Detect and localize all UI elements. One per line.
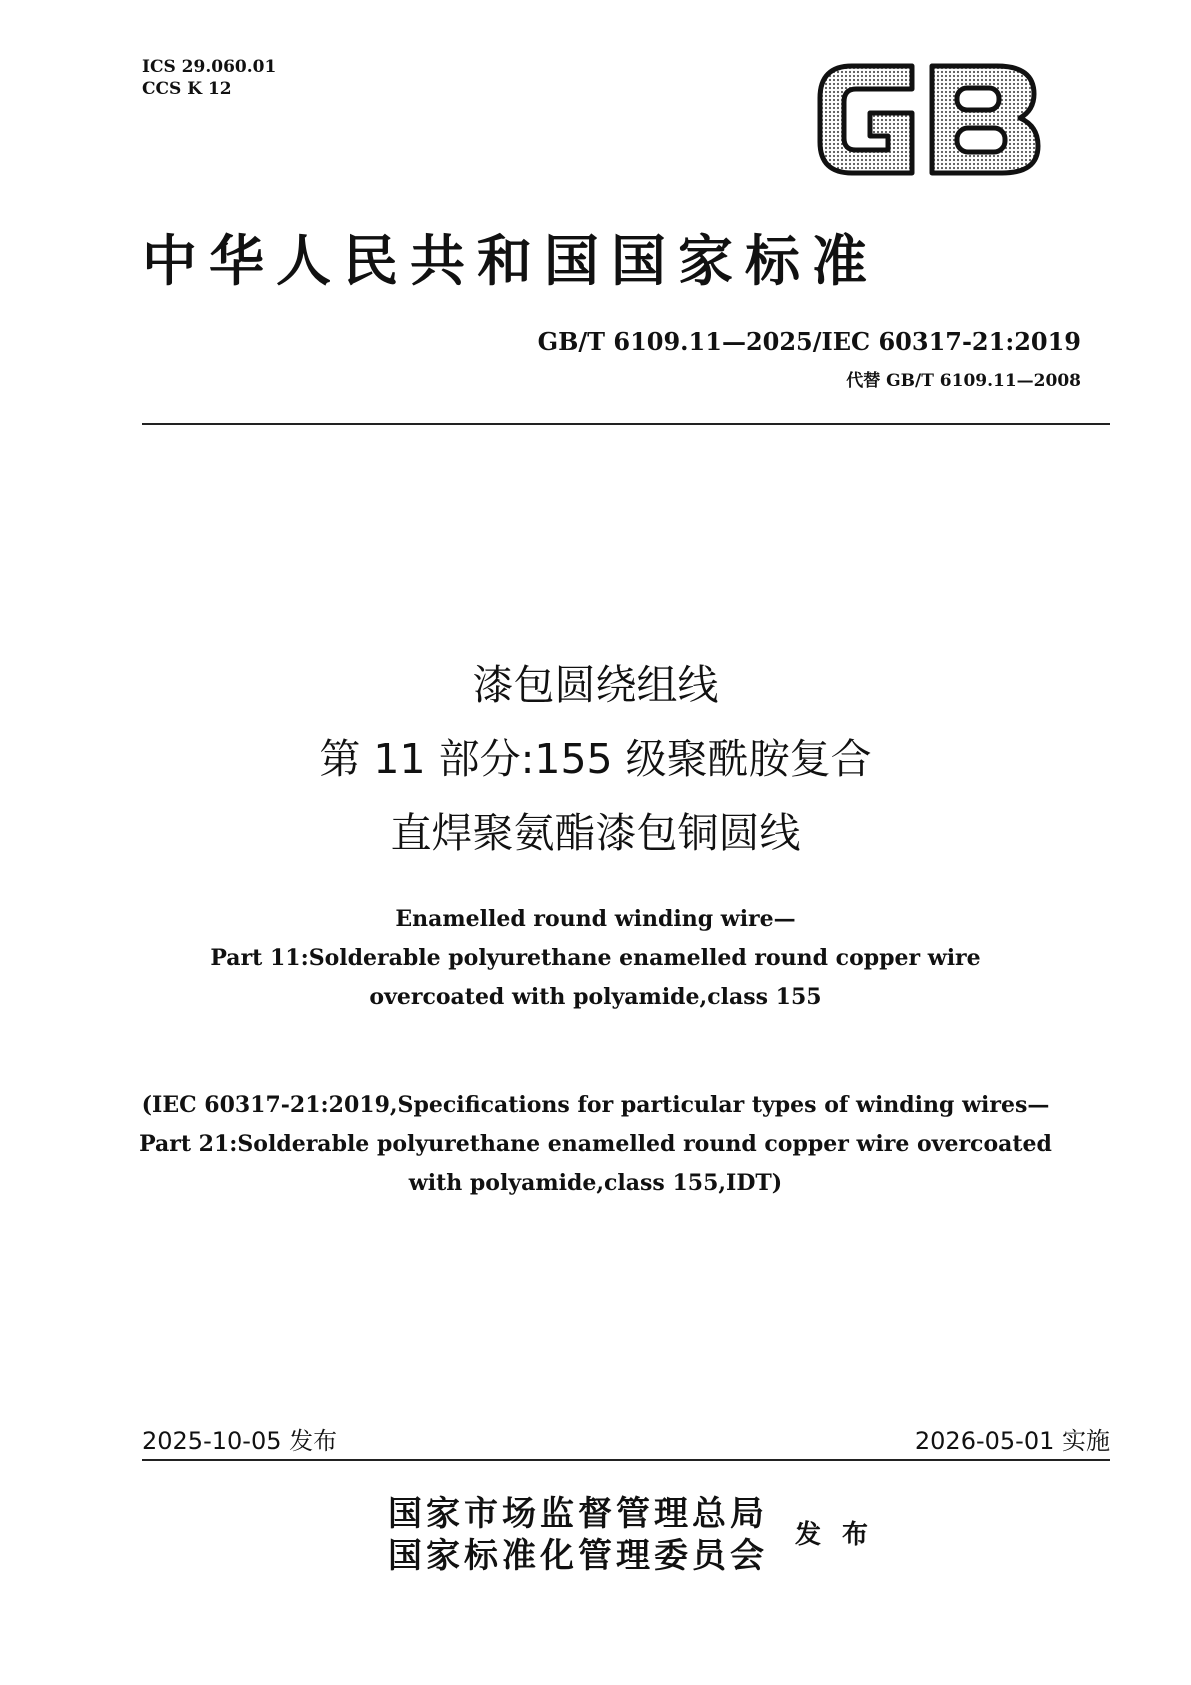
standard-number: GB/T 6109.11—2025/IEC 60317-21:2019 [537, 327, 1081, 356]
english-title [0, 900, 1191, 1017]
chinese-title [0, 648, 1191, 870]
adoption-note [0, 1086, 1191, 1203]
publish-label: 发 布 [795, 1520, 875, 1550]
classification-codes [142, 56, 276, 100]
gb-logo [812, 58, 1047, 181]
replaces-standard: 代替 GB/T 6109.11—2008 [846, 371, 1081, 391]
ccs-code: CCS K 12 [142, 79, 232, 99]
issue-date: 2025-10-05 发布 [142, 1427, 338, 1455]
chinese-title-line: 直焊聚氨酯漆包铜圆线 [390, 809, 801, 857]
bottom-divider [142, 1459, 1110, 1461]
top-divider [142, 423, 1110, 425]
english-title-line: Enamelled round winding wire— [395, 906, 796, 932]
adoption-line: with polyamide,class 155,IDT) [408, 1170, 783, 1196]
issuer-name: 国家市场监督管理总局 [388, 1494, 768, 1534]
adoption-line: Part 21:Solderable polyurethane enamelled round copper wire overcoated [139, 1131, 1052, 1157]
issuing-authorities [388, 1493, 768, 1577]
ics-code: ICS 29.060.01 [142, 57, 277, 77]
english-title-line: overcoated with polyamide,class 155 [369, 984, 822, 1010]
english-title-line: Part 11:Solderable polyurethane enamelled round copper wire [210, 945, 981, 971]
adoption-line: (IEC 60317-21:2019,Specifications for particular types of winding wires— [141, 1092, 1050, 1118]
national-standard-title: 中华人民共和国国家标准 [142, 228, 880, 293]
implementation-date: 2026-05-01 实施 [914, 1427, 1110, 1455]
chinese-title-line: 漆包圆绕组线 [472, 661, 719, 709]
issuer-name: 国家标准化管理委员会 [388, 1536, 768, 1576]
chinese-title-line: 第 11 部分:155 级聚酰胺复合 [319, 735, 872, 783]
